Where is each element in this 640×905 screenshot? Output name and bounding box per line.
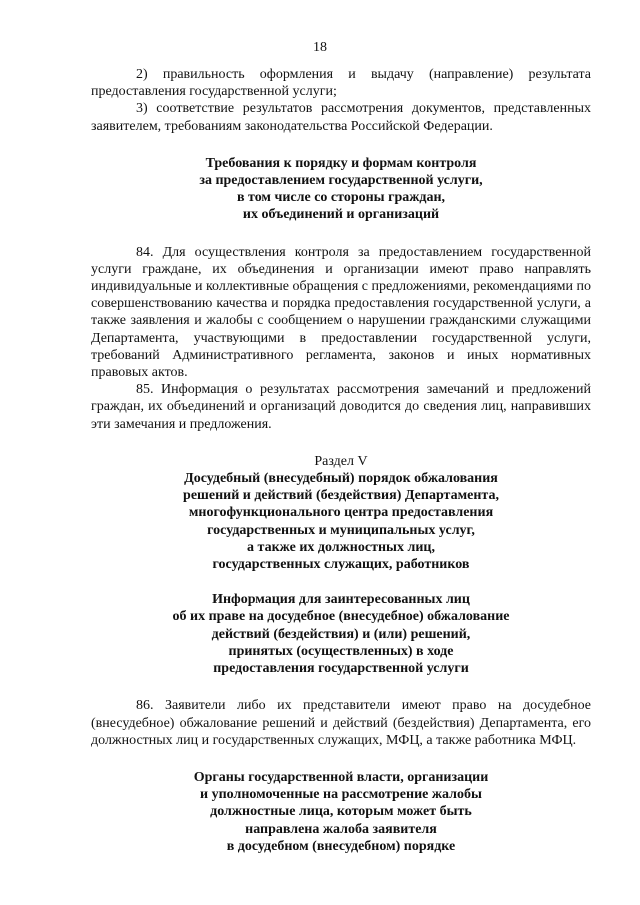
heading-line: Требования к порядку и формам контроля (205, 155, 477, 171)
heading-line: многофункционального центра предоставления (188, 505, 494, 521)
heading-line: в досудебном (внесудебном) порядке (226, 838, 456, 854)
paragraph-85: 85. Информация о результатах рассмотрения замечаний и предложений граждан, их объединений и организаций доводится до сведения лиц, направивших эти замечания и предложения. (91, 382, 591, 432)
paragraph-86: 86. Заявители либо их представители имеют право на досудебное (внесудебное) обжалование решений и действий (бездействия) Департамента, его должностных лиц и государственных служащих, МФЦ, а также работника МФЦ. (91, 698, 591, 748)
heading-line: Органы государственной власти, организации (193, 769, 489, 785)
heading-appeal-rights-info (91, 591, 591, 677)
section-title (91, 470, 591, 573)
paragraph-item-2: 2) правильность оформления и выдачу (направление) результата предоставления государственной услуги; (91, 67, 591, 100)
heading-line: направлена жалоба заявителя (245, 821, 437, 837)
section-label: Раздел V (314, 453, 368, 469)
heading-control-requirements (91, 155, 591, 224)
heading-line: должностные лица, которым может быть (210, 804, 472, 820)
heading-line: государственных служащих, работников (212, 557, 470, 573)
document-body (91, 66, 591, 855)
heading-line: государственных и муниципальных услуг, (207, 522, 475, 538)
paragraph-84: 84. Для осуществления контроля за предоставлением государственной услуги граждане, их объединения и организации имеют право направлять индивидуальные и коллективные обращения с предложениями, рекомендациями по совершенствованию качества и порядка предоставления государственной услуги, а также заявления и жалобы с сообщением о нарушении гражданскими служащими Департамента, участвующими в предоставлении государственной услуги, требований Административного регламента, законов и иных нормативных правовых актов. (91, 244, 591, 381)
paragraph-item-3: 3) соответствие результатов рассмотрения документов, представленных заявителем, требованиям законодательства Российской Федерации. (91, 101, 591, 134)
heading-complaint-authorities (91, 769, 591, 855)
page-number: 18 (313, 40, 327, 55)
heading-line: и уполномоченные на рассмотрение жалобы (200, 787, 482, 803)
heading-line: их объединений и организаций (242, 207, 440, 223)
heading-line: об их праве на досудебное (внесудебное) обжалование (172, 609, 510, 625)
heading-line: решений и действий (бездействия) Департамента, (183, 488, 499, 504)
heading-line: в том числе со стороны граждан, (236, 190, 446, 206)
heading-line: принятых (осуществленных) в ходе (228, 643, 454, 659)
heading-line: за предоставлением государственной услуги, (199, 173, 483, 189)
heading-line: предоставления государственной услуги (213, 661, 469, 677)
heading-line: а также их должностных лиц, (247, 539, 435, 555)
heading-line: Досудебный (внесудебный) порядок обжалования (184, 471, 498, 487)
heading-line: Информация для заинтересованных лиц (212, 592, 470, 608)
heading-line: действий (бездействия) и (или) решений, (211, 626, 471, 642)
